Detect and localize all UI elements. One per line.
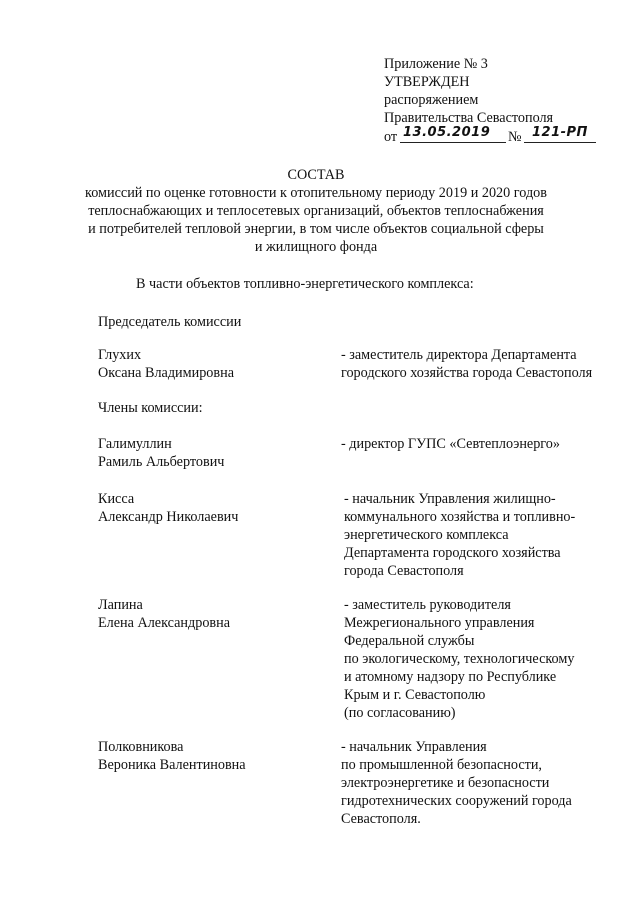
position-line: электроэнергетике и безопасности [341, 775, 550, 791]
position-line: - заместитель руководителя [344, 597, 511, 613]
member-position [344, 596, 574, 722]
position-line: города Севастополя [344, 563, 464, 579]
position-line: Севастополя. [341, 811, 421, 827]
approved-label: УТВЕРЖДЕН [384, 74, 470, 90]
position-line: городского хозяйства города Севастополя [341, 365, 593, 381]
position-line: по промышленной безопасности, [341, 757, 542, 773]
member-position [341, 435, 560, 453]
government-label: Правительства Севастополя [384, 110, 554, 126]
position-line: по экологическому, технологическому [344, 651, 575, 667]
position-line: гидротехнических сооружений города [341, 793, 572, 809]
title-line: теплоснабжающих и теплосетевых организаций, объектов теплоснабжения [88, 203, 544, 219]
title-line: и потребителей тепловой энергии, в том числе объектов социальной сферы [88, 221, 544, 237]
number-underline [524, 142, 596, 143]
member-name [98, 490, 238, 526]
chair-position [341, 346, 592, 382]
surname: Глухих [98, 347, 142, 363]
surname: Лапина [98, 597, 143, 613]
member-name [98, 596, 230, 632]
position-line: Межрегионального управления [344, 615, 535, 631]
position-line: энергетического комплекса [344, 527, 509, 543]
surname: Кисса [98, 491, 135, 507]
given-names: Вероника Валентиновна [98, 757, 246, 773]
surname: Галимуллин [98, 436, 172, 452]
date-underline [400, 142, 506, 143]
date-prefix: от [384, 129, 398, 145]
title-line: комиссий по оценке готовности к отопительному периоду 2019 и 2020 годов [85, 185, 547, 201]
member-name [98, 435, 224, 471]
position-line: Департамента городского хозяйства [344, 545, 561, 561]
members-label: Члены комиссии: [98, 400, 203, 416]
position-line: - заместитель директора Департамента [341, 347, 577, 363]
chair-label: Председатель комиссии [98, 314, 242, 330]
section-intro: В части объектов топливно-энергетического комплекса: [136, 276, 474, 292]
title-line: и жилищного фонда [254, 239, 378, 255]
chair-name [98, 346, 234, 382]
position-line: - начальник Управления жилищно- [344, 491, 556, 507]
position-line: Крым и г. Севастополю [344, 687, 486, 703]
member-position [341, 738, 572, 828]
surname: Полковникова [98, 739, 184, 755]
position-line: - начальник Управления [341, 739, 487, 755]
given-names: Александр Николаевич [98, 509, 239, 525]
handwritten-number: 121-РП [532, 125, 588, 140]
member-name [98, 738, 246, 774]
document-heading: СОСТАВ [287, 167, 345, 183]
given-names: Рамиль Альбертович [98, 454, 225, 470]
order-label: распоряжением [384, 92, 479, 108]
member-position [344, 490, 575, 580]
position-line: коммунального хозяйства и топливно- [344, 509, 576, 525]
given-names: Елена Александровна [98, 615, 230, 631]
position-line: и атомному надзору по Республике [344, 669, 557, 685]
position-line: Федеральной службы [344, 633, 475, 649]
appendix-label: Приложение № 3 [384, 56, 488, 72]
given-names: Оксана Владимировна [98, 365, 234, 381]
position-line: - директор ГУПС «Севтеплоэнерго» [341, 436, 560, 452]
position-line: (по согласованию) [344, 705, 456, 721]
handwritten-date: 13.05.2019 [403, 125, 491, 140]
number-prefix: № [508, 129, 522, 145]
